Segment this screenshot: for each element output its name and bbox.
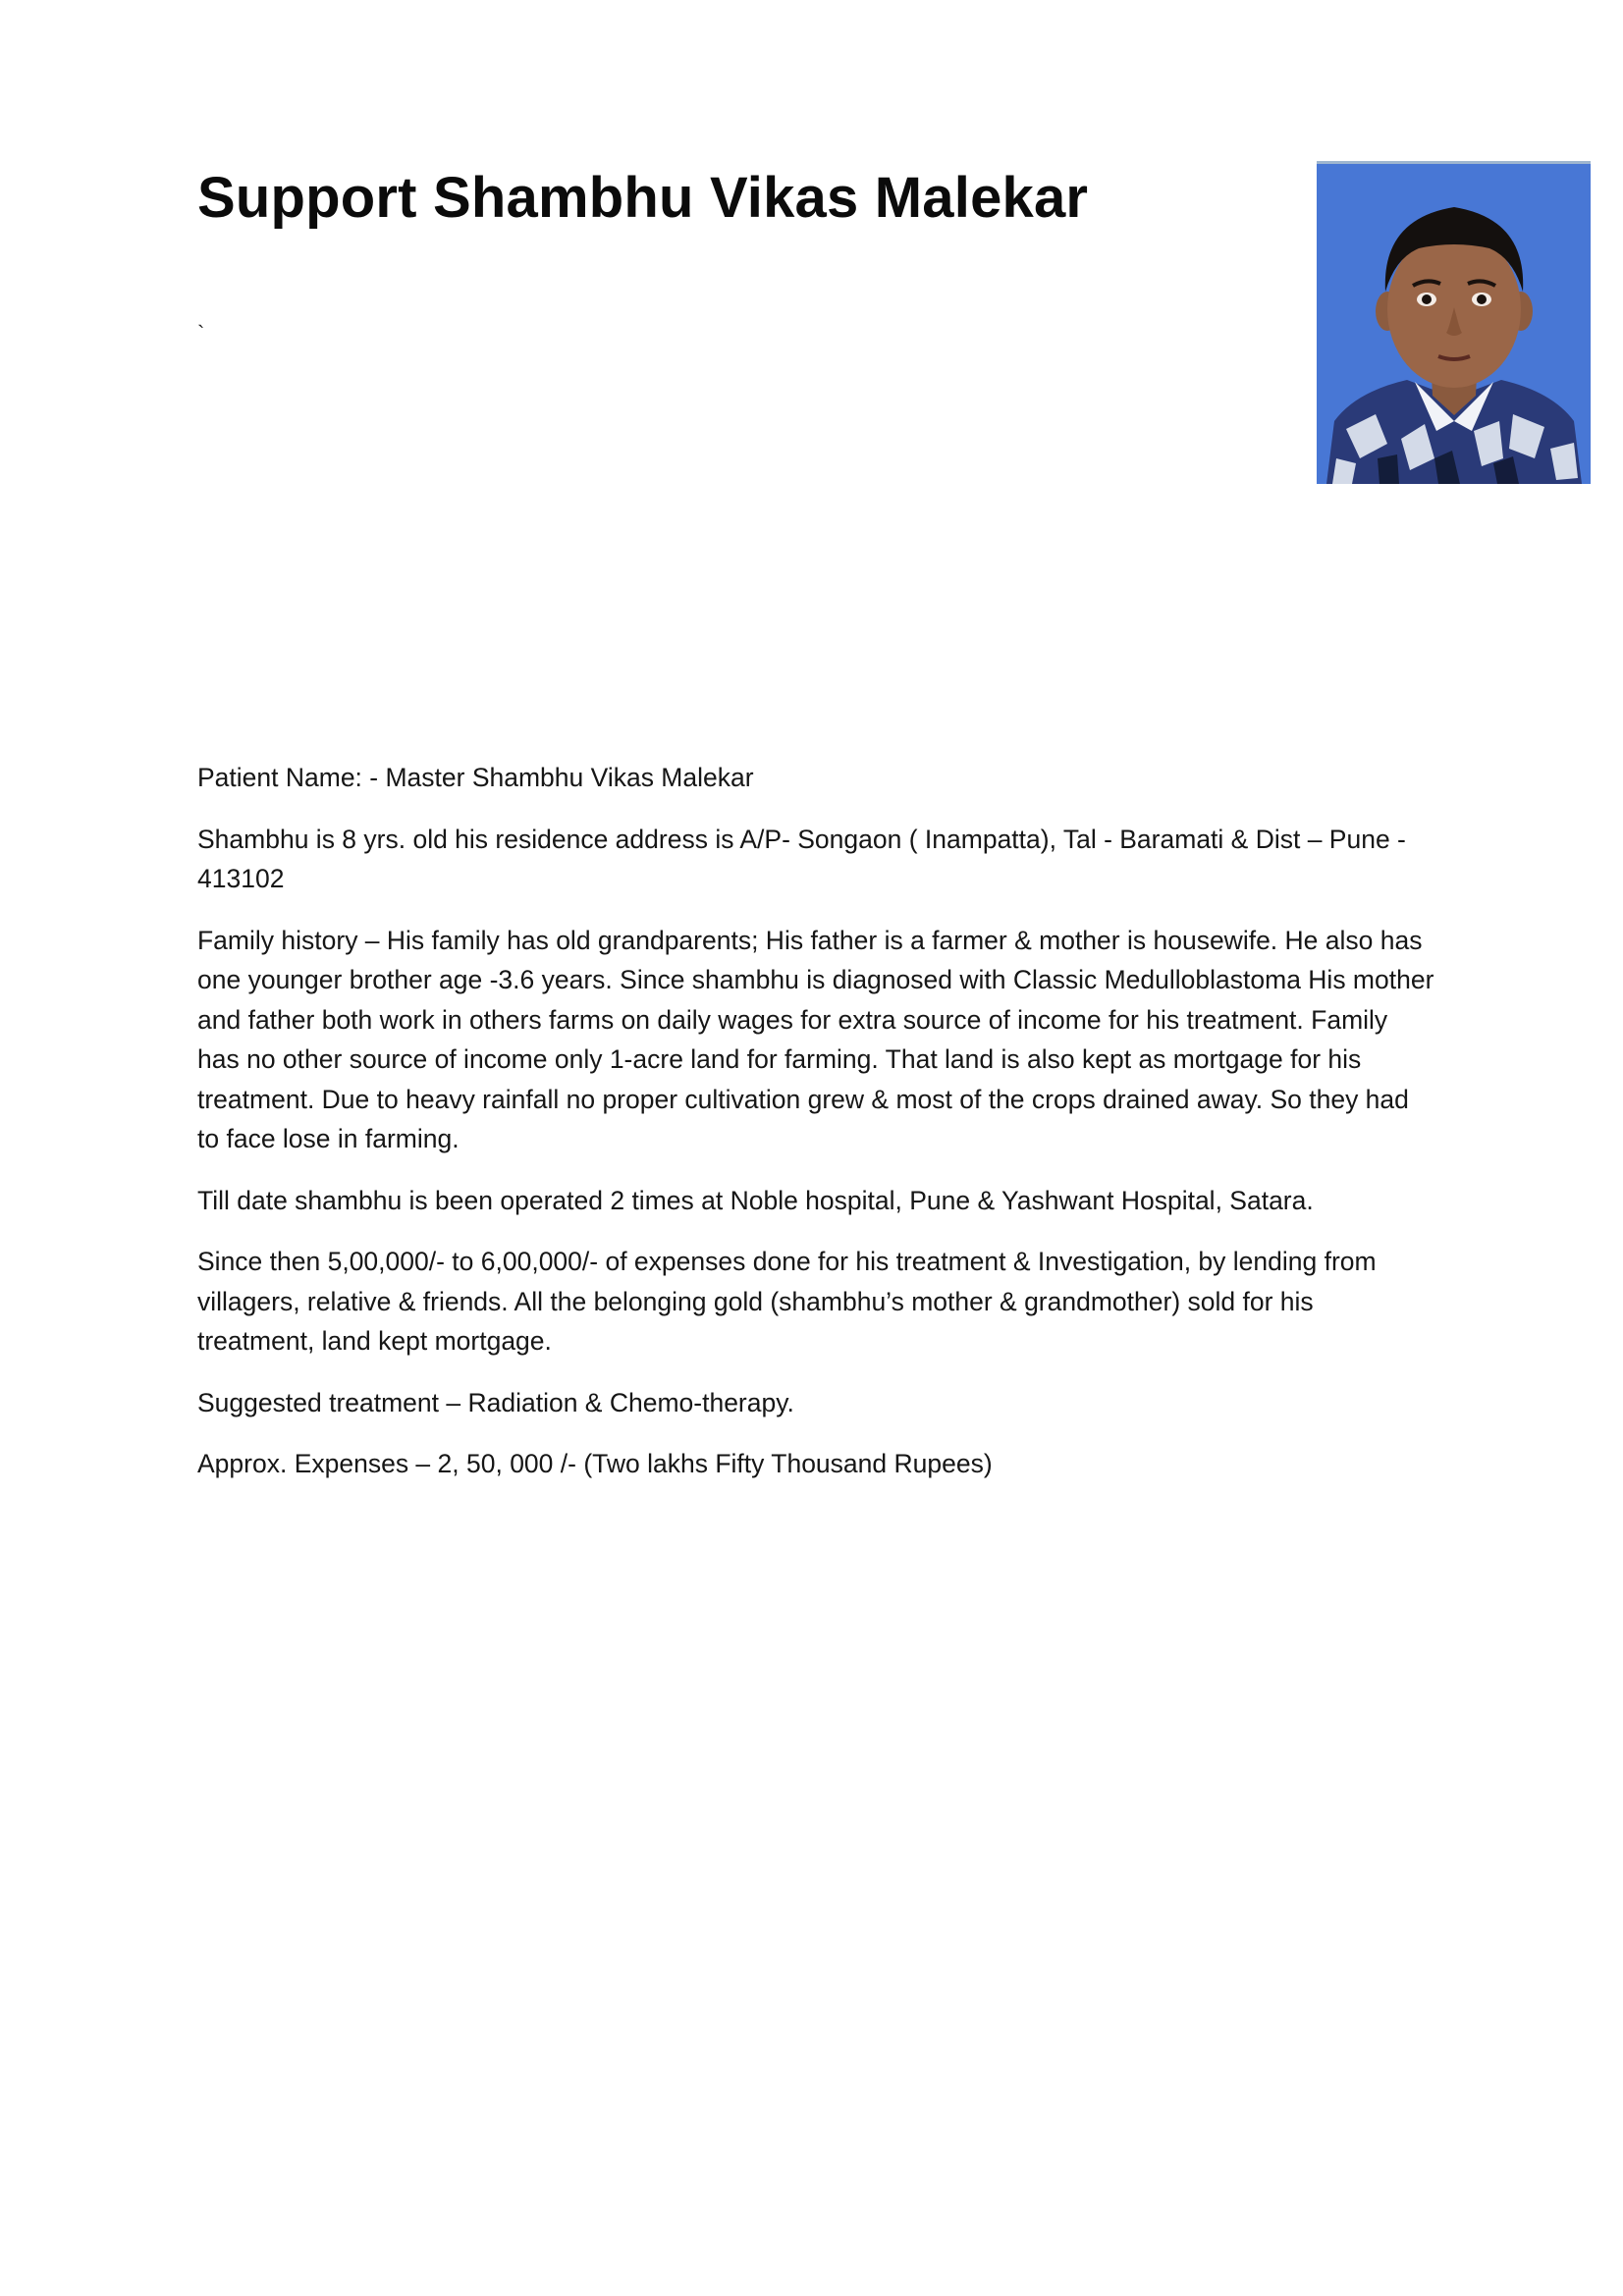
child-portrait-photo bbox=[1317, 161, 1591, 484]
suggested-treatment-paragraph: Suggested treatment – Radiation & Chemo-therapy. bbox=[197, 1387, 794, 1417]
operations-paragraph: Till date shambhu is been operated 2 times at Noble hospital, Pune & Yashwant Hospital, Satara. bbox=[197, 1185, 1314, 1215]
page-title: Support Shambhu Vikas Malekar bbox=[197, 166, 1089, 230]
family-history-paragraph: Family history – His family has old grandparents; His father is a farmer & mother is housewife. He also has one younger brother age -3.6 years. Since shambhu is diagnosed with Classic Medulloblastoma His mother and father both work in others farms on daily wages for extra source of income for his treatment. Family has no other source of income only 1-acre land for farming. That land is also kept as mortgage for his treatment. Due to heavy rainfall no proper cultivation grew & most of the crops drained away. So they had to face lose in farming. bbox=[197, 925, 1434, 1153]
expenses-paragraph: Since then 5,00,000/- to 6,00,000/- of expenses done for his treatment & Investigation, by lending from villagers, relative & friends. All the belonging gold (shambhu’s mother & grandmother) sold for his treatment, land kept mortgage. bbox=[197, 1247, 1377, 1356]
approx-expenses-paragraph: Approx. Expenses – 2, 50, 000 /- (Two lakhs Fifty Thousand Rupees) bbox=[197, 1449, 993, 1478]
appeal-body bbox=[197, 758, 1434, 1506]
patient-name-paragraph: Patient Name: - Master Shambhu Vikas Malekar bbox=[197, 763, 754, 792]
residence-paragraph: Shambhu is 8 yrs. old his residence address is A/P- Songaon ( Inampatta), Tal - Baramati & Dist – Pune - 413102 bbox=[197, 824, 1406, 893]
stray-mark: ` bbox=[197, 321, 205, 346]
